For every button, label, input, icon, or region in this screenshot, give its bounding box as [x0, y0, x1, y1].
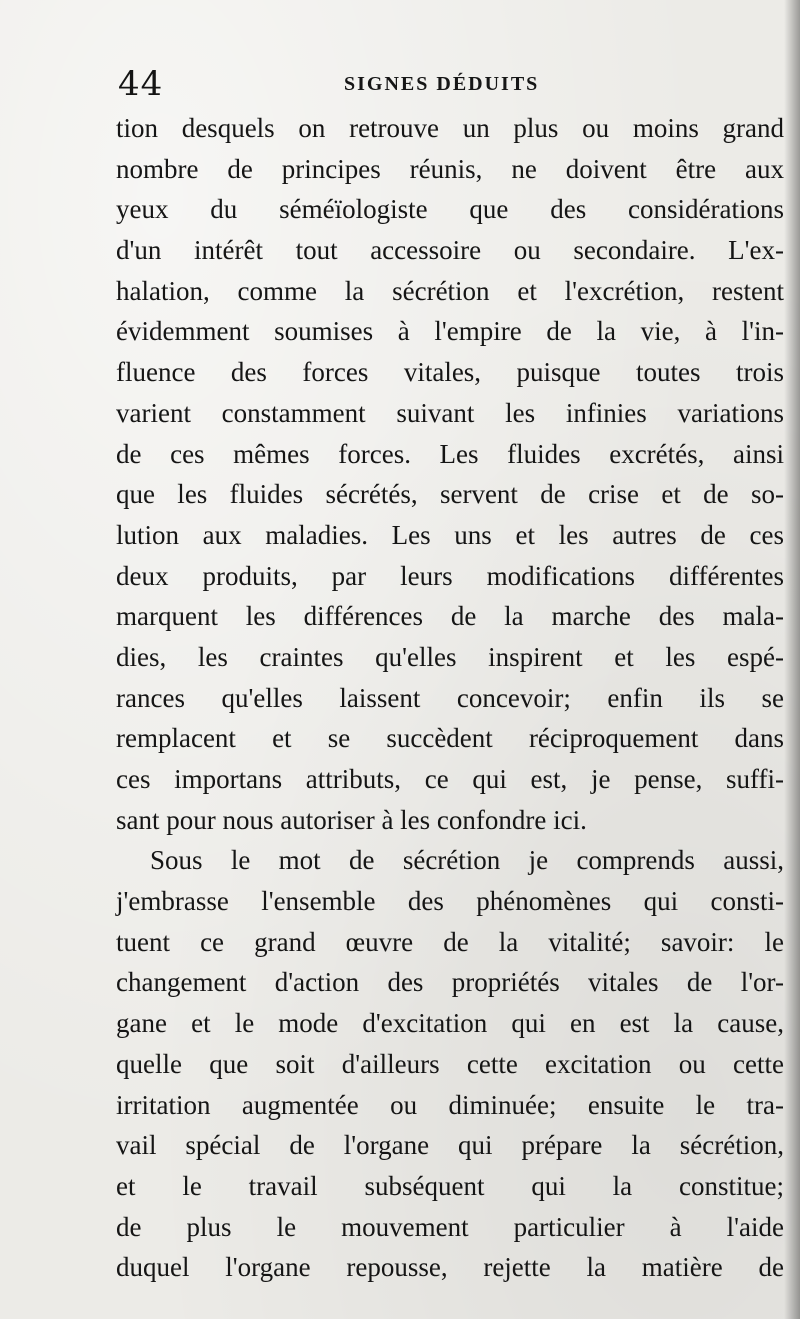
page-edge-shadow	[784, 0, 800, 1319]
text-line: rances qu'elles laissent concevoir; enfin ils se	[116, 682, 784, 713]
text-line: remplacent et se succèdent réciproquement dans	[116, 723, 784, 754]
text-line: tion desquels on retrouve un plus ou moins grand	[116, 113, 784, 143]
text-line: deux produits, par leurs modifications différentes	[116, 560, 784, 591]
text-line: évidemment soumises à l'empire de la vie, à l'in-	[116, 316, 784, 347]
text-line: varient constamment suivant les infinies variations	[116, 397, 784, 428]
text-line: j'embrasse l'ensemble des phénomènes qui consti-	[116, 886, 784, 917]
text-line: fluence des forces vitales, puisque toutes trois	[116, 357, 784, 388]
text-line: gane et le mode d'excitation qui en est la cause,	[116, 1008, 784, 1039]
page-number: 44	[118, 64, 164, 104]
text-line: de ces mêmes forces. Les fluides excrétés, ainsi	[116, 438, 784, 469]
text-line: yeux du séméïologiste que des considérations	[116, 194, 784, 225]
text-line: tuent ce grand œuvre de la vitalité; savoir: le	[116, 926, 784, 957]
text-line: ces importans attributs, ce qui est, je pense, suffi-	[116, 764, 784, 794]
text-line: halation, comme la sécrétion et l'excrétion, restent	[116, 275, 784, 306]
text-line: et le travail subséquent qui la constitue;	[116, 1170, 784, 1201]
text-line: quelle que soit d'ailleurs cette excitation ou cette	[116, 1048, 784, 1079]
text-line: nombre de principes réunis, ne doivent être aux	[116, 153, 784, 184]
paragraph-first-line: Sous le mot de sécrétion je comprends aussi,	[150, 845, 784, 876]
text-line: d'un intérêt tout accessoire ou secondaire. L'ex-	[116, 235, 784, 266]
text-line: changement d'action des propriétés vitales de l'or-	[116, 967, 784, 998]
text-line: dies, les craintes qu'elles inspirent et les espé-	[116, 641, 784, 672]
text-line: vail spécial de l'organe qui prépare la sécrétion,	[116, 1130, 784, 1161]
text-line: lution aux maladies. Les uns et les autres de ces	[116, 519, 784, 550]
text-line: irritation augmentée ou diminuée; ensuite le tra-	[116, 1089, 784, 1120]
page-header	[118, 64, 768, 104]
running-head: SIGNES DÉDUITS	[344, 73, 540, 95]
text-line: marquent les différences de la marche des mala-	[116, 601, 784, 632]
text-line: que les fluides sécrétés, servent de crise et de so-	[116, 479, 784, 510]
paragraph-last-line: sant pour nous autoriser à les confondre ici.	[116, 804, 587, 835]
text-line: duquel l'organe repousse, rejette la matière de	[116, 1252, 784, 1283]
text-line: de plus le mouvement particulier à l'aide	[116, 1211, 784, 1242]
body-text	[116, 108, 784, 1288]
